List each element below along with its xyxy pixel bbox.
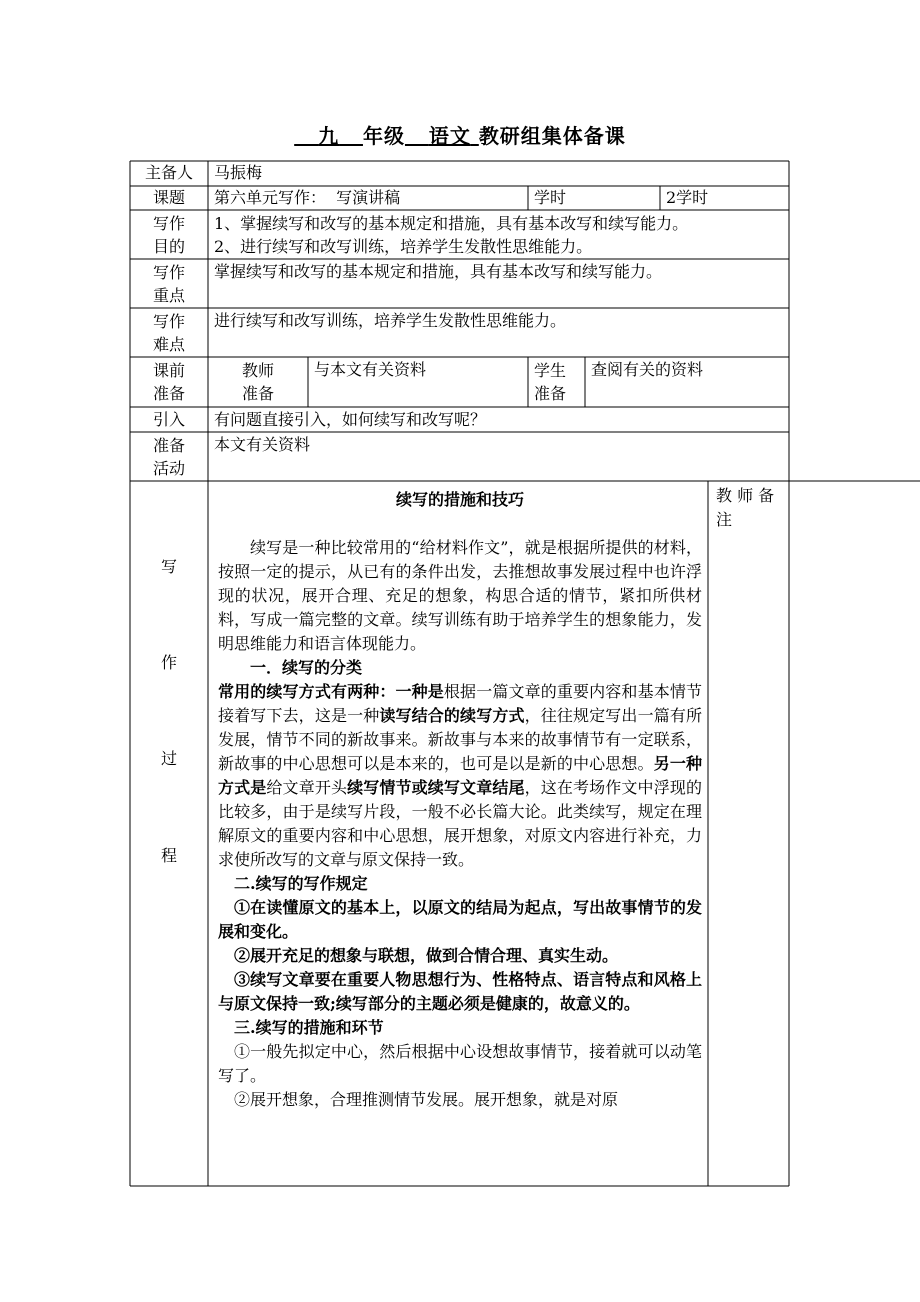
process-char-4: 程: [160, 846, 177, 865]
sec1-text-2: ，往往规定写出一篇有所发展，情节不同的新故事来。新故事与本来的故事情节有一定联系，新故事的中心思想可以是本来的，也可是以是新的中心思想。: [218, 706, 702, 773]
focus-value: 掌握续写和改写的基本规定和措施，具有基本改写和续写能力。: [214, 262, 663, 281]
goal-value: [214, 212, 688, 258]
teacher-prep-value: 与本文有关资料: [314, 360, 427, 379]
student-prep-label-line1: 学生: [534, 361, 567, 380]
hours-value: 2学时: [666, 188, 709, 207]
teacher-prep-label-line2: 准备: [241, 384, 274, 403]
difficulty-label: [130, 310, 208, 356]
goal-label-line2: 目的: [152, 237, 185, 256]
activity-label-line2: 活动: [152, 459, 185, 478]
process-char-3: 过: [160, 749, 177, 768]
goal-line2: 2、进行续写和改写训练，培养学生发散性思维能力。: [214, 237, 593, 256]
section3-title: 三.续写的措施和环节: [234, 1018, 384, 1037]
sec1-text-3: 给文章开头: [266, 778, 348, 797]
student-prep-value: 查阅有关的资料: [591, 360, 704, 379]
focus-label-line1: 写作: [152, 263, 185, 282]
section1-title: 一．续写的分类: [250, 658, 363, 677]
difficulty-label-line2: 难点: [152, 335, 185, 354]
student-prep-label: [534, 359, 566, 405]
focus-label-line2: 重点: [152, 286, 185, 305]
focus-label: [130, 261, 208, 307]
teacher-prep-label-line1: 教师: [241, 361, 274, 380]
teacher-prep-label: [208, 359, 308, 405]
section2-title: 二.续写的写作规定: [234, 874, 368, 893]
sec1-bold-2: 读写结合的续写方式: [379, 706, 525, 725]
sec1-text-4: ，这在考场作文中浮现的比较多，由于是续写片段，一般不必长篇大论。此类续写，规定在理解原文的重要内容和中心思想，展开想象，对原文内容进行补充，力求使所改写的文章与原文保持一致。: [218, 778, 702, 869]
preparer-label: 主备人: [144, 163, 193, 182]
title-grade: 九: [318, 124, 340, 148]
process-content: [218, 488, 702, 1112]
section1-paragraph: [218, 680, 702, 872]
activity-value: 本文有关资料: [214, 435, 311, 454]
student-prep-label-line2: 准备: [534, 384, 567, 403]
process-char-2: 作: [160, 653, 177, 672]
section2-rule-3: ③续写文章要在重要人物思想行为、性格特点、语言特点和风格上与原文保持一致;续写部分的主题必须是健康的，故意义的。: [218, 970, 702, 1013]
section2-rule-2: ②展开充足的想象与联想，做到合情合理、真实生动。: [234, 946, 619, 965]
intro-label: 引入: [152, 410, 185, 429]
prep-label-line2: 准备: [152, 384, 185, 403]
intro-value: 有问题直接引入，如何续写和改写呢？: [214, 410, 487, 429]
goal-label: [130, 212, 208, 258]
hours-label: 学时: [534, 188, 567, 207]
title-grade-suffix: 年级: [362, 124, 405, 148]
difficulty-label-line1: 写作: [152, 312, 185, 331]
intro-paragraph: 续写是一种比较常用的“给材料作文”，就是根据所提供的材料，按照一定的提示，从已有的条件出发，去推想故事发展过程中也许浮现的状况，展开合理、充足的想象，构思合适的情节，紧扣所供材料，写成一篇完整的文章。续写训练有助于培养学生的想象能力，发明思维能力和语言体现能力。: [218, 538, 702, 653]
teacher-note: 教 师 备 注: [716, 486, 775, 529]
prep-label-line1: 课前: [152, 361, 185, 380]
topic-label: 课题: [152, 188, 185, 207]
topic-value: 第六单元写作： 写演讲稿: [214, 188, 401, 207]
activity-label: [130, 434, 208, 480]
section2-rule-1: ①在读懂原文的基本上，以原文的结局为起点，写出故事情节的发展和变化。: [218, 898, 702, 941]
sec1-text-1: 根据一篇文章的重要内容和基本情节接着写下去，这是一种: [218, 682, 702, 725]
sec1-bold-1: 常用的续写方式有两种：一种是: [218, 682, 444, 701]
title-suffix: 教研组集体备课: [478, 124, 626, 148]
preparer-value: 马振梅: [214, 163, 263, 182]
section3-step-2: ②展开想象，合理推测情节发展。展开想象，就是对原: [234, 1090, 619, 1109]
goal-line1: 1、掌握续写和改写的基本规定和措施，具有基本改写和续写能力。: [214, 214, 689, 233]
sec1-bold-3: 另一种方式是: [218, 754, 702, 797]
process-char-1: 写: [160, 557, 177, 576]
activity-label-line1: 准备: [152, 436, 185, 455]
prep-label: [130, 359, 208, 405]
sec1-bold-4: 续写情节或续写文章结尾: [347, 778, 525, 797]
section3-step-1: ①一般先拟定中心，然后根据中心设想故事情节，接着就可以动笔写了。: [218, 1042, 702, 1085]
content-heading: 续写的措施和技巧: [395, 490, 524, 509]
goal-label-line1: 写作: [152, 214, 185, 233]
difficulty-value: 进行续写和改写训练，培养学生发散性思维能力。: [214, 311, 567, 330]
title-subject: 语文: [428, 124, 471, 148]
